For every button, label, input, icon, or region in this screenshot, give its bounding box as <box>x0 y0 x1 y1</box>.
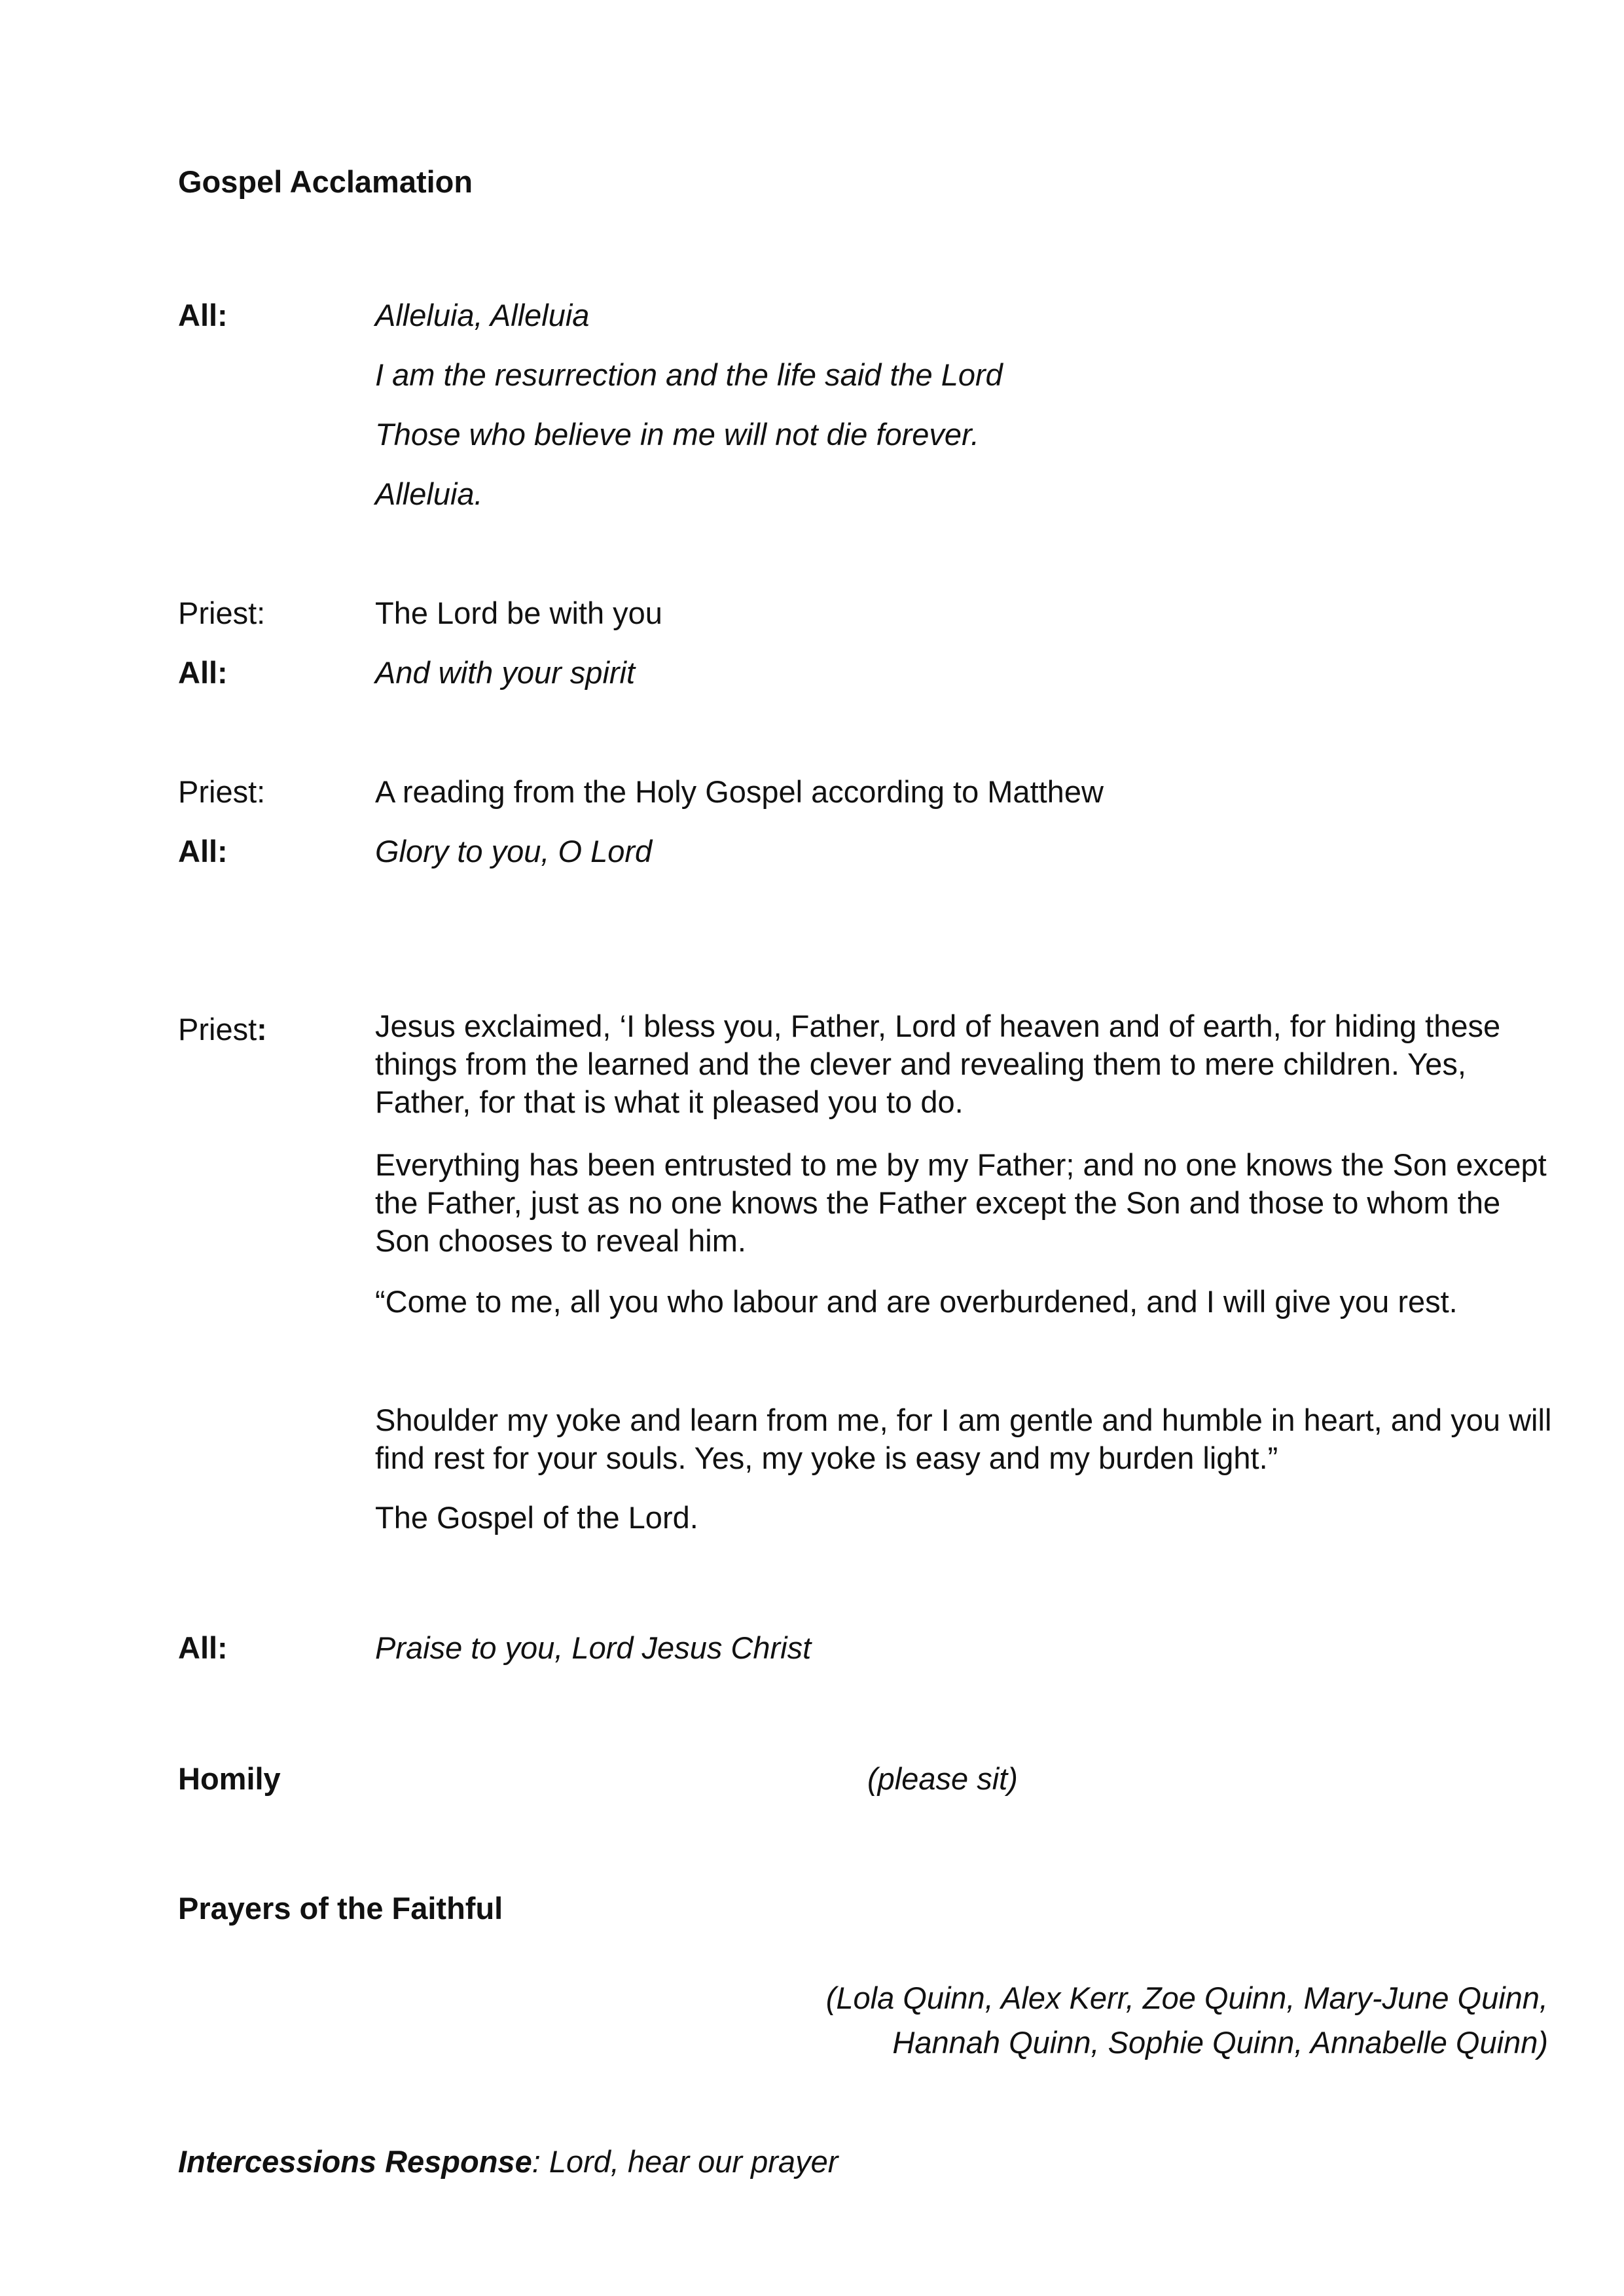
priest-label-colon: : <box>257 1012 267 1047</box>
congregation-response: Glory to you, O Lord <box>375 834 653 869</box>
gospel-acclamation-heading: Gospel Acclamation <box>178 164 473 199</box>
gospel-paragraph: Shoulder my yoke and learn from me, for I am gentle and humble in heart, and you will find rest for your souls. Yes, my yoke is easy and my burden light.” <box>375 1403 1552 1475</box>
speaker-label-all: All: <box>178 1630 228 1665</box>
acclamation-line: Alleluia, Alleluia <box>375 298 590 332</box>
speaker-label-all: All: <box>178 298 228 332</box>
gospel-paragraph: The Gospel of the Lord. <box>375 1500 698 1535</box>
readers-list-line: (Lola Quinn, Alex Kerr, Zoe Quinn, Mary-June Quinn, <box>825 1981 1548 2015</box>
priest-line: A reading from the Holy Gospel according to Matthew <box>375 774 1104 809</box>
speaker-label-priest: Priest: <box>178 596 266 630</box>
congregation-response: And with your spirit <box>375 655 636 690</box>
gospel-paragraph: Everything has been entrusted to me by my Father; and no one knows the Son except the Father, just as no one knows the Father except the Son and those to whom the Son chooses to reveal him. <box>375 1147 1547 1258</box>
speaker-label-all: All: <box>178 834 228 869</box>
priest-line: The Lord be with you <box>375 596 662 630</box>
intercessions-response <box>178 2144 838 2179</box>
speaker-label-all: All: <box>178 655 228 690</box>
homily-instruction: (please sit) <box>867 1761 1018 1796</box>
priest-label-text: Priest <box>178 1012 257 1047</box>
prayers-heading: Prayers of the Faithful <box>178 1891 503 1926</box>
speaker-label-priest: Priest: <box>178 774 266 809</box>
congregation-response: Praise to you, Lord Jesus Christ <box>375 1630 812 1665</box>
homily-heading: Homily <box>178 1761 281 1796</box>
gospel-paragraph: “Come to me, all you who labour and are overburdened, and I will give you rest. <box>375 1284 1458 1319</box>
acclamation-line: Alleluia. <box>375 476 483 511</box>
intercessions-response-label: Intercessions Response <box>178 2144 532 2179</box>
readers-list-line: Hannah Quinn, Sophie Quinn, Annabelle Quinn) <box>892 2025 1548 2060</box>
intercessions-response-text: : Lord, hear our prayer <box>532 2144 839 2179</box>
acclamation-line: I am the resurrection and the life said the Lord <box>375 357 1003 392</box>
acclamation-line: Those who believe in me will not die forever. <box>375 417 980 452</box>
speaker-label-priest <box>178 1011 267 1047</box>
gospel-paragraph: Jesus exclaimed, ‘I bless you, Father, Lord of heaven and of earth, for hiding these things from the learned and the clever and revealing them to mere children. Yes, Father, for that is what it pleased you to do. <box>375 1009 1501 1119</box>
